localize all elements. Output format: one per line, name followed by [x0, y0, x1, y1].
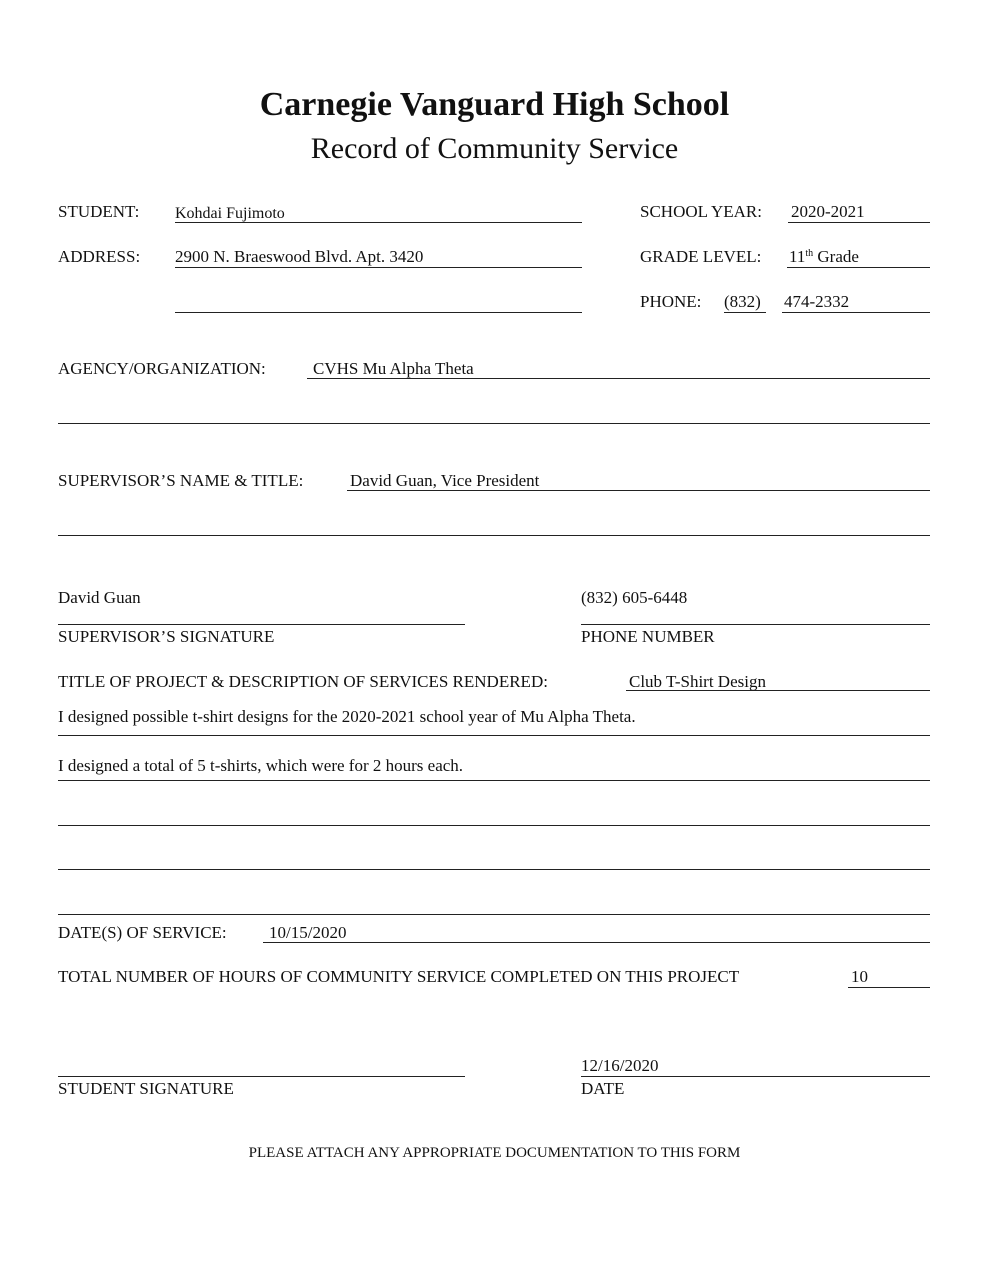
grade-text: Grade: [817, 247, 859, 266]
grade-level-label: GRADE LEVEL:: [640, 247, 762, 266]
total-hours-value[interactable]: 10: [851, 967, 868, 986]
supervisor-extra-line: [58, 535, 930, 536]
agency-value[interactable]: CVHS Mu Alpha Theta: [313, 359, 474, 378]
total-hours-underline: [848, 987, 930, 988]
supervisor-phone-line: [581, 624, 930, 625]
project-label: TITLE OF PROJECT & DESCRIPTION OF SERVICES RENDERED:: [58, 672, 548, 691]
address-value[interactable]: 2900 N. Braeswood Blvd. Apt. 3420: [175, 247, 424, 266]
description-rule-1: [58, 735, 930, 736]
student-signature-label: STUDENT SIGNATURE: [58, 1079, 234, 1098]
agency-extra-line: [58, 423, 930, 424]
date-line: [581, 1076, 930, 1077]
address-line2-underline: [175, 312, 582, 313]
phone-area-underline: [724, 312, 766, 313]
date-value[interactable]: 12/16/2020: [581, 1056, 659, 1075]
address-underline: [175, 267, 582, 268]
school-year-value[interactable]: 2020-2021: [791, 202, 865, 221]
description-rule-3: [58, 825, 930, 826]
grade-suffix: th: [805, 248, 814, 259]
supervisor-underline: [347, 490, 930, 491]
dates-of-service-underline: [263, 942, 930, 943]
address-label: ADDRESS:: [58, 247, 141, 266]
school-name: Carnegie Vanguard High School: [259, 86, 730, 123]
footer-note: PLEASE ATTACH ANY APPROPRIATE DOCUMENTATION TO THIS FORM: [248, 1145, 741, 1161]
description-rule-5: [58, 914, 930, 915]
student-label: STUDENT:: [58, 202, 140, 221]
school-year-label: SCHOOL YEAR:: [640, 202, 762, 221]
description-line-2[interactable]: I designed a total of 5 t-shirts, which were for 2 hours each.: [58, 756, 464, 775]
description-rule-4: [58, 869, 930, 870]
form-title: Record of Community Service: [310, 132, 679, 165]
agency-underline: [307, 378, 930, 379]
total-hours-label: TOTAL NUMBER OF HOURS OF COMMUNITY SERVICE COMPLETED ON THIS PROJECT: [58, 967, 740, 986]
student-underline: [175, 222, 582, 223]
dates-of-service-value[interactable]: 10/15/2020: [269, 923, 347, 942]
supervisor-label: SUPERVISOR’S NAME & TITLE:: [58, 471, 304, 490]
phone-area-code[interactable]: (832): [724, 292, 761, 311]
project-title-value[interactable]: Club T-Shirt Design: [629, 672, 766, 691]
dates-of-service-label: DATE(S) OF SERVICE:: [58, 923, 227, 942]
student-value[interactable]: Kohdai Fujimoto: [175, 205, 285, 222]
supervisor-signature-value[interactable]: David Guan: [58, 588, 141, 607]
supervisor-phone-value[interactable]: (832) 605-6448: [581, 588, 688, 607]
grade-level-underline: [787, 267, 930, 268]
agency-label: AGENCY/ORGANIZATION:: [58, 359, 266, 378]
date-label: DATE: [581, 1079, 625, 1098]
supervisor-signature-line: [58, 624, 465, 625]
supervisor-signature-label: SUPERVISOR’S SIGNATURE: [58, 627, 275, 646]
description-rule-2: [58, 780, 930, 781]
supervisor-phone-label: PHONE NUMBER: [581, 627, 715, 646]
grade-number: 11: [789, 247, 806, 266]
student-signature-line: [58, 1076, 465, 1077]
phone-label: PHONE:: [640, 292, 702, 311]
phone-number-underline: [782, 312, 930, 313]
grade-level-value[interactable]: [789, 247, 859, 267]
project-title-underline: [626, 690, 930, 691]
school-year-underline: [788, 222, 930, 223]
phone-number[interactable]: 474-2332: [784, 292, 850, 311]
supervisor-value[interactable]: David Guan, Vice President: [350, 471, 540, 490]
description-line-1[interactable]: I designed possible t-shirt designs for the 2020-2021 school year of Mu Alpha Theta.: [58, 707, 636, 726]
